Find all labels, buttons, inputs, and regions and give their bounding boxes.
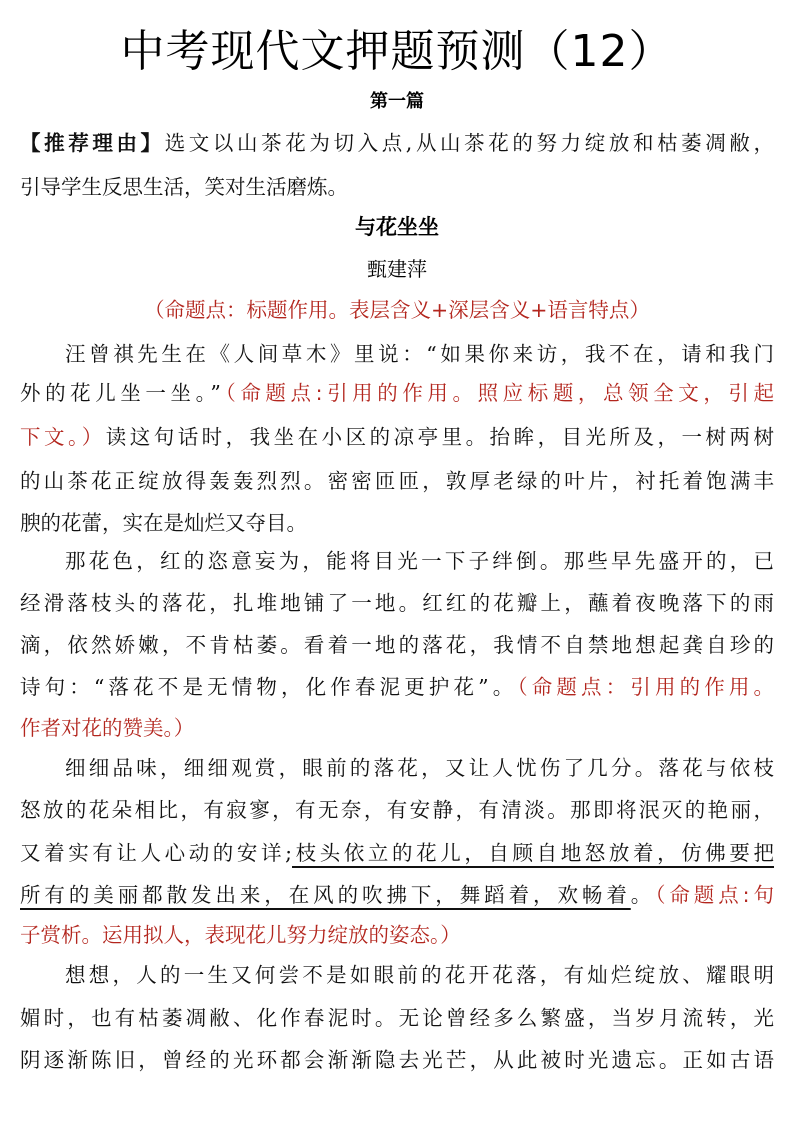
p2-line-4-text: 诗句：“落花不是无情物，化作春泥更护花”。 (20, 675, 518, 699)
p2-line-4 (20, 674, 774, 700)
p1-line-4: 的山茶花正绽放得轰轰烈烈。密密匝匝，敦厚老绿的叶片，衬托着饱满丰 (20, 469, 774, 493)
p2-line-5: 作者对花的赞美。） (20, 716, 195, 740)
p1-note-1: （命题点:引用的作用。照应标题，总领全文，引起 (220, 381, 774, 405)
p2-line-3: 滴，依然娇嫩，不肯枯萎。看着一地的落花，我情不自禁地想起龚自珍的 (20, 633, 774, 657)
p2-note-1: （命题点：引用的作用。 (517, 675, 774, 699)
p4-line-2: 媚时，也有枯萎凋敝、化作春泥时。无论曾经多么繁盛，当岁月流转，光 (20, 1006, 774, 1030)
p4-line-1: 想想，人的一生又何尝不是如眼前的花开花落，有灿烂绽放、耀眼明 (65, 963, 774, 987)
reason-text-1: 选文以山茶花为切入点,从山茶花的努力绽放和枯萎凋敝， (164, 131, 775, 155)
p1-line-1: 汪曾祺先生在《人间草木》里说：“如果你来访，我不在，请和我门 (65, 342, 774, 366)
p3-note-1: （命题点:句 (655, 883, 774, 907)
p3-line-1: 细细品味，细细观赏，眼前的落花，又让人忧伤了几分。落花与依枝 (65, 756, 774, 780)
p1-line-2 (20, 380, 774, 406)
p3-underlined-2: 所有的美丽都散发出来，在风的吹拂下，舞蹈着，欢畅着 (20, 883, 631, 907)
reason-line-1 (20, 130, 774, 156)
p3-line-3-text: 又着实有让人心动的安详; (20, 841, 293, 865)
p1-note-2: 下文。） (20, 425, 106, 449)
p1-line-3 (20, 424, 774, 450)
reason-line-2: 引导学生反思生活，笑对生活磨炼。 (20, 175, 348, 199)
page-title: 中考现代文押题预测（12） (120, 26, 674, 77)
p3-line-2: 怒放的花朵相比，有寂寥，有无奈，有安静，有清淡。那即将泯灭的艳丽， (20, 798, 774, 822)
p1-line-2-text: 外的花儿坐一坐。” (20, 381, 221, 405)
essay-title: 与花坐坐 (355, 214, 439, 239)
p3-line-4 (20, 882, 774, 908)
p3-underlined-1: 枝头依立的花儿，自顾自地怒放着，仿佛要把 (292, 841, 775, 865)
p3-line-3 (20, 840, 774, 866)
p2-line-1: 那花色，红的恣意妄为，能将目光一下子绊倒。那些早先盛开的，已 (65, 549, 774, 573)
reason-label: 【推荐理由】 (20, 131, 165, 155)
p3-line-4-period: 。 (630, 883, 656, 907)
p3-line-5: 子赏析。运用拟人，表现花儿努力绽放的姿态。） (20, 923, 461, 947)
p4-line-3: 阴逐渐陈旧，曾经的光环都会渐渐隐去光芒，从此被时光遗忘。正如古语 (20, 1048, 774, 1072)
title-note: （命题点：标题作用。表层含义+深层含义+语言特点） (144, 298, 650, 322)
p2-line-2: 经滑落枝头的落花，扎堆地铺了一地。红红的花瓣上，蘸着夜晚落下的雨 (20, 591, 774, 615)
essay-author: 甄建萍 (367, 257, 427, 281)
p1-line-5: 腴的花蕾，实在是灿烂又夺目。 (20, 511, 307, 535)
p1-line-3-text: 读这句话时，我坐在小区的凉亭里。抬眸，目光所及，一树两树 (105, 425, 774, 449)
chapter-heading: 第一篇 (370, 91, 424, 112)
